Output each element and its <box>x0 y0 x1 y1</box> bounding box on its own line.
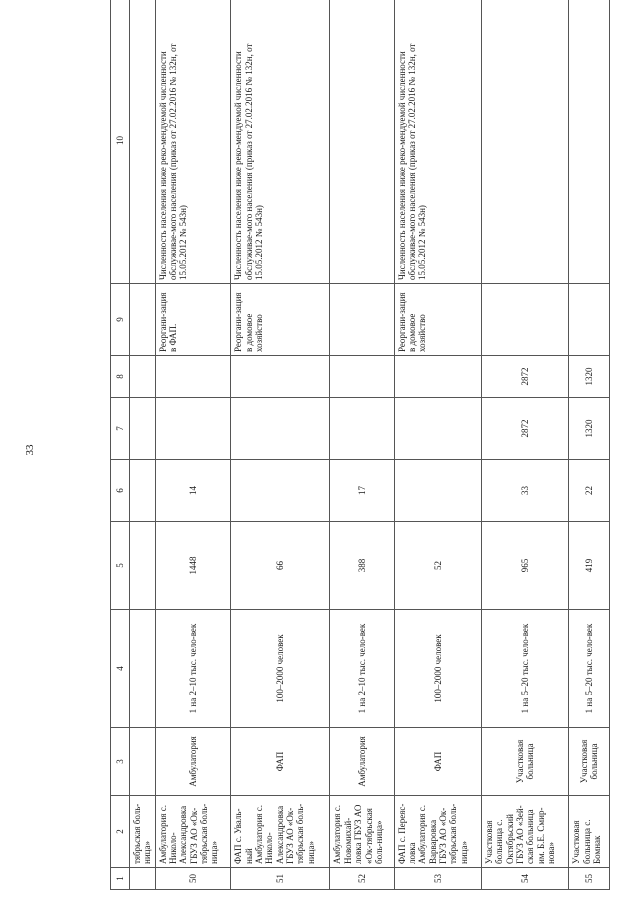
column-header: 5 <box>111 522 130 610</box>
note <box>569 0 610 284</box>
value-col7 <box>330 398 394 460</box>
value-col8 <box>155 356 231 398</box>
distance: 17 <box>330 460 394 522</box>
facility-name: Участковая больница с. Бомнак <box>569 796 610 868</box>
value-col7 <box>231 398 330 460</box>
facility-name: Участковая больница с. Октябрьский ГБУЗ АО «Зей-ская больница им. Б.Е. Смир-нова» <box>481 796 568 868</box>
facility-name: ФАП с. Переяс-ловка Амбулатория с. Варваровка ГБУЗ АО «Ок-тябрьская боль-ница» <box>394 796 481 868</box>
action: Реоргани-зация в ФАП. <box>155 284 231 356</box>
column-header: 1 <box>111 868 130 890</box>
facility-type: Амбулатория <box>155 728 231 796</box>
row-number: 53 <box>394 868 481 890</box>
table-cell <box>130 610 156 728</box>
table-cell <box>130 728 156 796</box>
value-col8 <box>231 356 330 398</box>
table-row <box>330 0 394 890</box>
population: 965 <box>481 522 568 610</box>
table-row <box>394 0 481 890</box>
column-header: 2 <box>111 796 130 868</box>
row-number: 51 <box>231 868 330 890</box>
continuation-row <box>130 0 156 890</box>
facility-name: Амбулатория с. Новомихай-ловка ГБУЗ АО «Ок-тябрьская боль-ница» <box>330 796 394 868</box>
facility-type: Участковая больница <box>569 728 610 796</box>
note: Численность населения ниже реко-мендуемой численности обслуживае-мого населения (приказ от 27.02.2016 № 132н, от 15.05.2012 № 543н) <box>394 0 481 284</box>
value-col8 <box>330 356 394 398</box>
value-col8 <box>394 356 481 398</box>
norm: 1 на 5–20 тыс. чело-век <box>481 610 568 728</box>
distance <box>394 460 481 522</box>
page-number: 33 <box>24 444 36 456</box>
action <box>330 284 394 356</box>
table-cell <box>130 284 156 356</box>
note: Численность населения ниже реко-мендуемой численности обслуживае-мого населения (приказ от 27.02.2016 № 132н, от 15.05.2012 № 543н) <box>231 0 330 284</box>
facility-type: Участковая больница <box>481 728 568 796</box>
row-number: 52 <box>330 868 394 890</box>
population: 388 <box>330 522 394 610</box>
column-header: 4 <box>111 610 130 728</box>
table-row <box>569 0 610 890</box>
distance: 33 <box>481 460 568 522</box>
data-table <box>110 0 610 890</box>
distance <box>231 460 330 522</box>
population: 1448 <box>155 522 231 610</box>
table-cell <box>130 0 156 284</box>
table-cell <box>130 868 156 890</box>
table-cell <box>130 460 156 522</box>
value-col7: 1320 <box>569 398 610 460</box>
table-cell <box>130 522 156 610</box>
table-row <box>481 0 568 890</box>
value-col8: 1320 <box>569 356 610 398</box>
column-header: 10 <box>111 0 130 284</box>
population: 52 <box>394 522 481 610</box>
facility-type: ФАП <box>394 728 481 796</box>
note: Численность населения ниже реко-мендуемой численности обслуживае-мого населения (приказ от 27.02.2016 № 132н, от 15.05.2012 № 543н) <box>155 0 231 284</box>
facility-name: Амбулатория с. Николо-Александровка ГБУЗ АО «Ок-тябрьская боль-ница» <box>155 796 231 868</box>
action <box>481 284 568 356</box>
note <box>330 0 394 284</box>
row-number: 50 <box>155 868 231 890</box>
column-header: 9 <box>111 284 130 356</box>
action: Реоргани-зация в домовое хозяйство <box>231 284 330 356</box>
value-col7: 2872 <box>481 398 568 460</box>
action <box>569 284 610 356</box>
column-header: 3 <box>111 728 130 796</box>
column-header: 7 <box>111 398 130 460</box>
table-row <box>155 0 231 890</box>
column-header: 8 <box>111 356 130 398</box>
header-row <box>111 0 130 890</box>
norm: 1 на 2–10 тыс. чело-век <box>155 610 231 728</box>
value-col7 <box>394 398 481 460</box>
norm: 100–2000 человек <box>231 610 330 728</box>
action: Реоргани-зация в домовое хозяйство <box>394 284 481 356</box>
facility-name: ФАП с. Уваль-ный Амбулатория с. Николо-Александровка ГБУЗ АО «Ок-тябрьская боль-ница» <box>231 796 330 868</box>
rotated-table-frame <box>110 18 610 890</box>
note <box>481 0 568 284</box>
table-container <box>110 18 610 890</box>
table-row <box>231 0 330 890</box>
row-number: 54 <box>481 868 568 890</box>
value-col7 <box>155 398 231 460</box>
distance: 22 <box>569 460 610 522</box>
value-col8: 2872 <box>481 356 568 398</box>
population: 419 <box>569 522 610 610</box>
facility-type: ФАП <box>231 728 330 796</box>
norm: 1 на 2–10 тыс. чело-век <box>330 610 394 728</box>
population: 66 <box>231 522 330 610</box>
continuation-text: тябрьская боль-ница» <box>130 796 156 868</box>
table-cell <box>130 356 156 398</box>
norm: 1 на 5–20 тыс. чело-век <box>569 610 610 728</box>
distance: 14 <box>155 460 231 522</box>
table-cell <box>130 398 156 460</box>
row-number: 55 <box>569 868 610 890</box>
norm: 100–2000 человек <box>394 610 481 728</box>
facility-type: Амбулатория <box>330 728 394 796</box>
column-header: 6 <box>111 460 130 522</box>
